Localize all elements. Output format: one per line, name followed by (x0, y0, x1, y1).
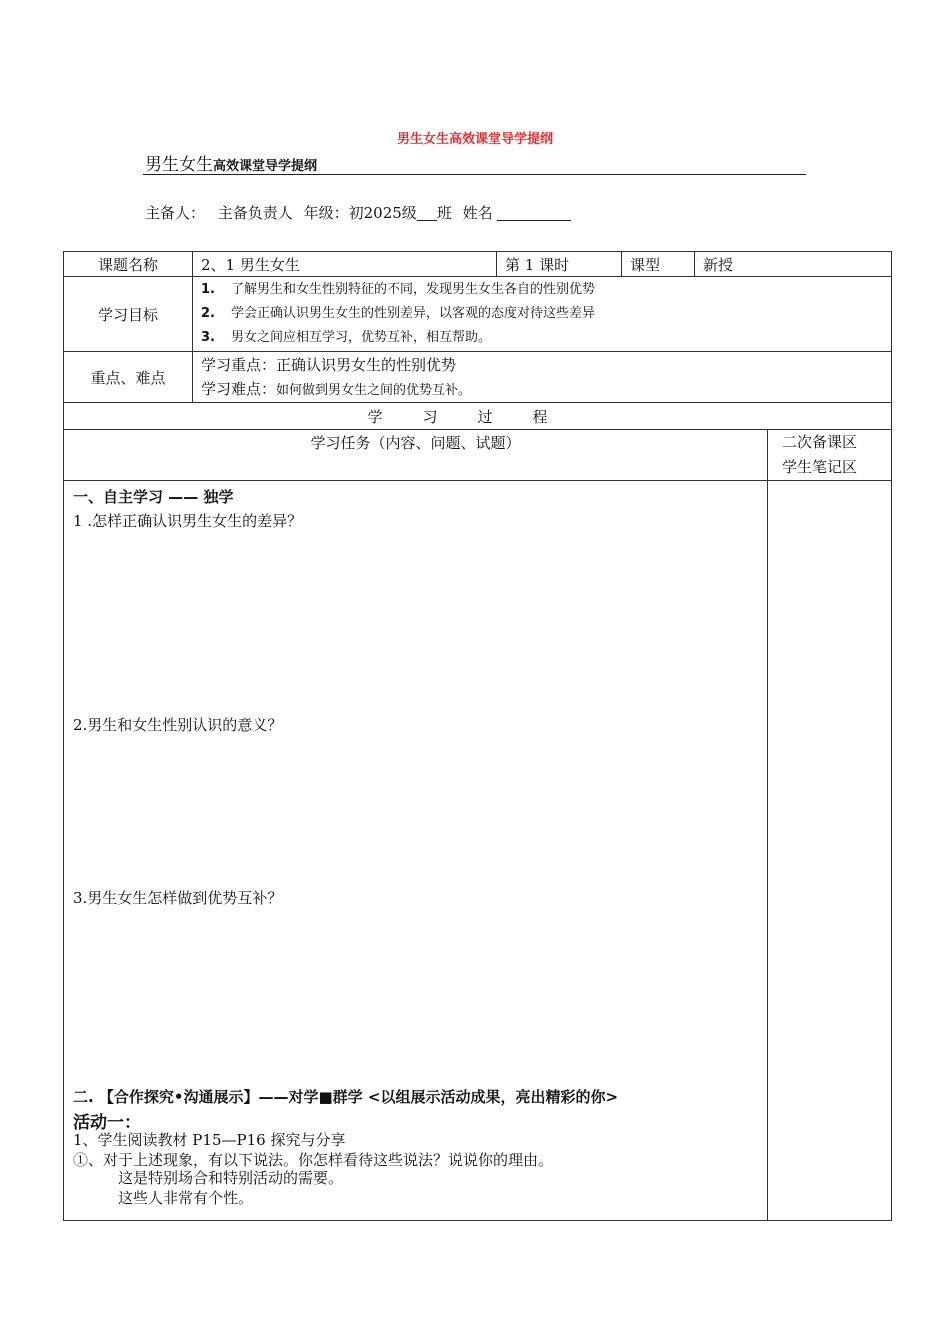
document-title-red: 男生女生高效课堂导学提纲 (396, 132, 553, 147)
keypoints-label: 重点、难点 (64, 352, 193, 403)
goal-item: 1. 了解男生和女生性别特征的不同，发现男生女生各自的性别优势 (201, 282, 596, 297)
preparer-value: 主备负责人 (217, 204, 293, 222)
grade-year: 2025 (363, 204, 402, 222)
section2-heading: 二. 【合作探究•沟通展示】——对学■群学 <以组展示活动成果，亮出精彩的你> (73, 1088, 619, 1106)
topic-row (64, 252, 892, 277)
notes-header-line2: 学生笔记区 (782, 458, 858, 476)
keypoints-row (64, 352, 892, 403)
keypoints-content (193, 352, 892, 403)
meta-line (145, 202, 571, 223)
lesson-plan-table (63, 251, 892, 1221)
topic-label: 课题名称 (64, 252, 193, 277)
activity-line-4: 这些人非常有个性。 (118, 1189, 254, 1207)
goal-item: 3. 男女之间应相互学习，优势互补，相互帮助。 (201, 330, 492, 345)
page-title (145, 150, 317, 175)
page-title-part1: 男生女生 (145, 155, 213, 175)
page-title-part2: 高效课堂导学提纲 (213, 159, 318, 174)
task-header-row (64, 430, 892, 481)
notes-area[interactable] (768, 481, 892, 1221)
difficult-point: 学习难点：如何做到男女生之间的优势互补。 (201, 380, 472, 398)
question-2: 2.男生和女生性别认识的意义？ (73, 716, 283, 734)
process-header: 学习过程 (64, 403, 892, 430)
goal-item: 2. 学会正确认识男生女生的性别差异，以客观的态度对待这些差异 (201, 306, 596, 321)
grade-label: 年级：初 (303, 204, 364, 222)
goals-row (64, 277, 892, 352)
topic-value: 2、1 男生女生 (193, 252, 497, 277)
activity-heading: 活动一： (73, 1113, 141, 1133)
process-header-row (64, 403, 892, 430)
activity-line-1: 1、学生阅读教材 P15—P16 探究与分享 (73, 1131, 346, 1149)
task-header: 学习任务（内容、问题、试题） (64, 430, 768, 481)
question-3: 3.男生女生怎样做到优势互补？ (73, 889, 283, 907)
goals-list (193, 277, 892, 352)
key-point: 学习重点：正确认识男女生的性别优势 (201, 356, 457, 374)
class-suffix: 班 (436, 204, 452, 222)
header-divider (143, 174, 806, 175)
name-label: 姓名 (462, 204, 493, 222)
notes-header-line1: 二次备课区 (782, 433, 858, 451)
class-blank[interactable] (417, 206, 437, 221)
type-value: 新授 (695, 252, 892, 277)
question-1: 1 .怎样正确认识男生女生的差异？ (73, 512, 303, 530)
goals-label: 学习目标 (64, 277, 193, 352)
preparer-label: 主备人： (145, 204, 206, 222)
type-label: 课型 (622, 252, 695, 277)
section1-heading: 一、自主学习 —— 独学 (73, 488, 234, 506)
grade-suffix: 级 (401, 204, 417, 222)
name-blank[interactable] (497, 206, 571, 221)
task-content (64, 481, 768, 1221)
period-value: 第 1 课时 (497, 252, 622, 277)
notes-header (768, 430, 892, 481)
activity-line-3: 这是特别场合和特别活动的需要。 (118, 1169, 344, 1187)
activity-line-2: ①、对于上述现象，有以下说法。你怎样看待这些说法？说说你的理由。 (73, 1151, 554, 1169)
main-row (64, 481, 892, 1221)
